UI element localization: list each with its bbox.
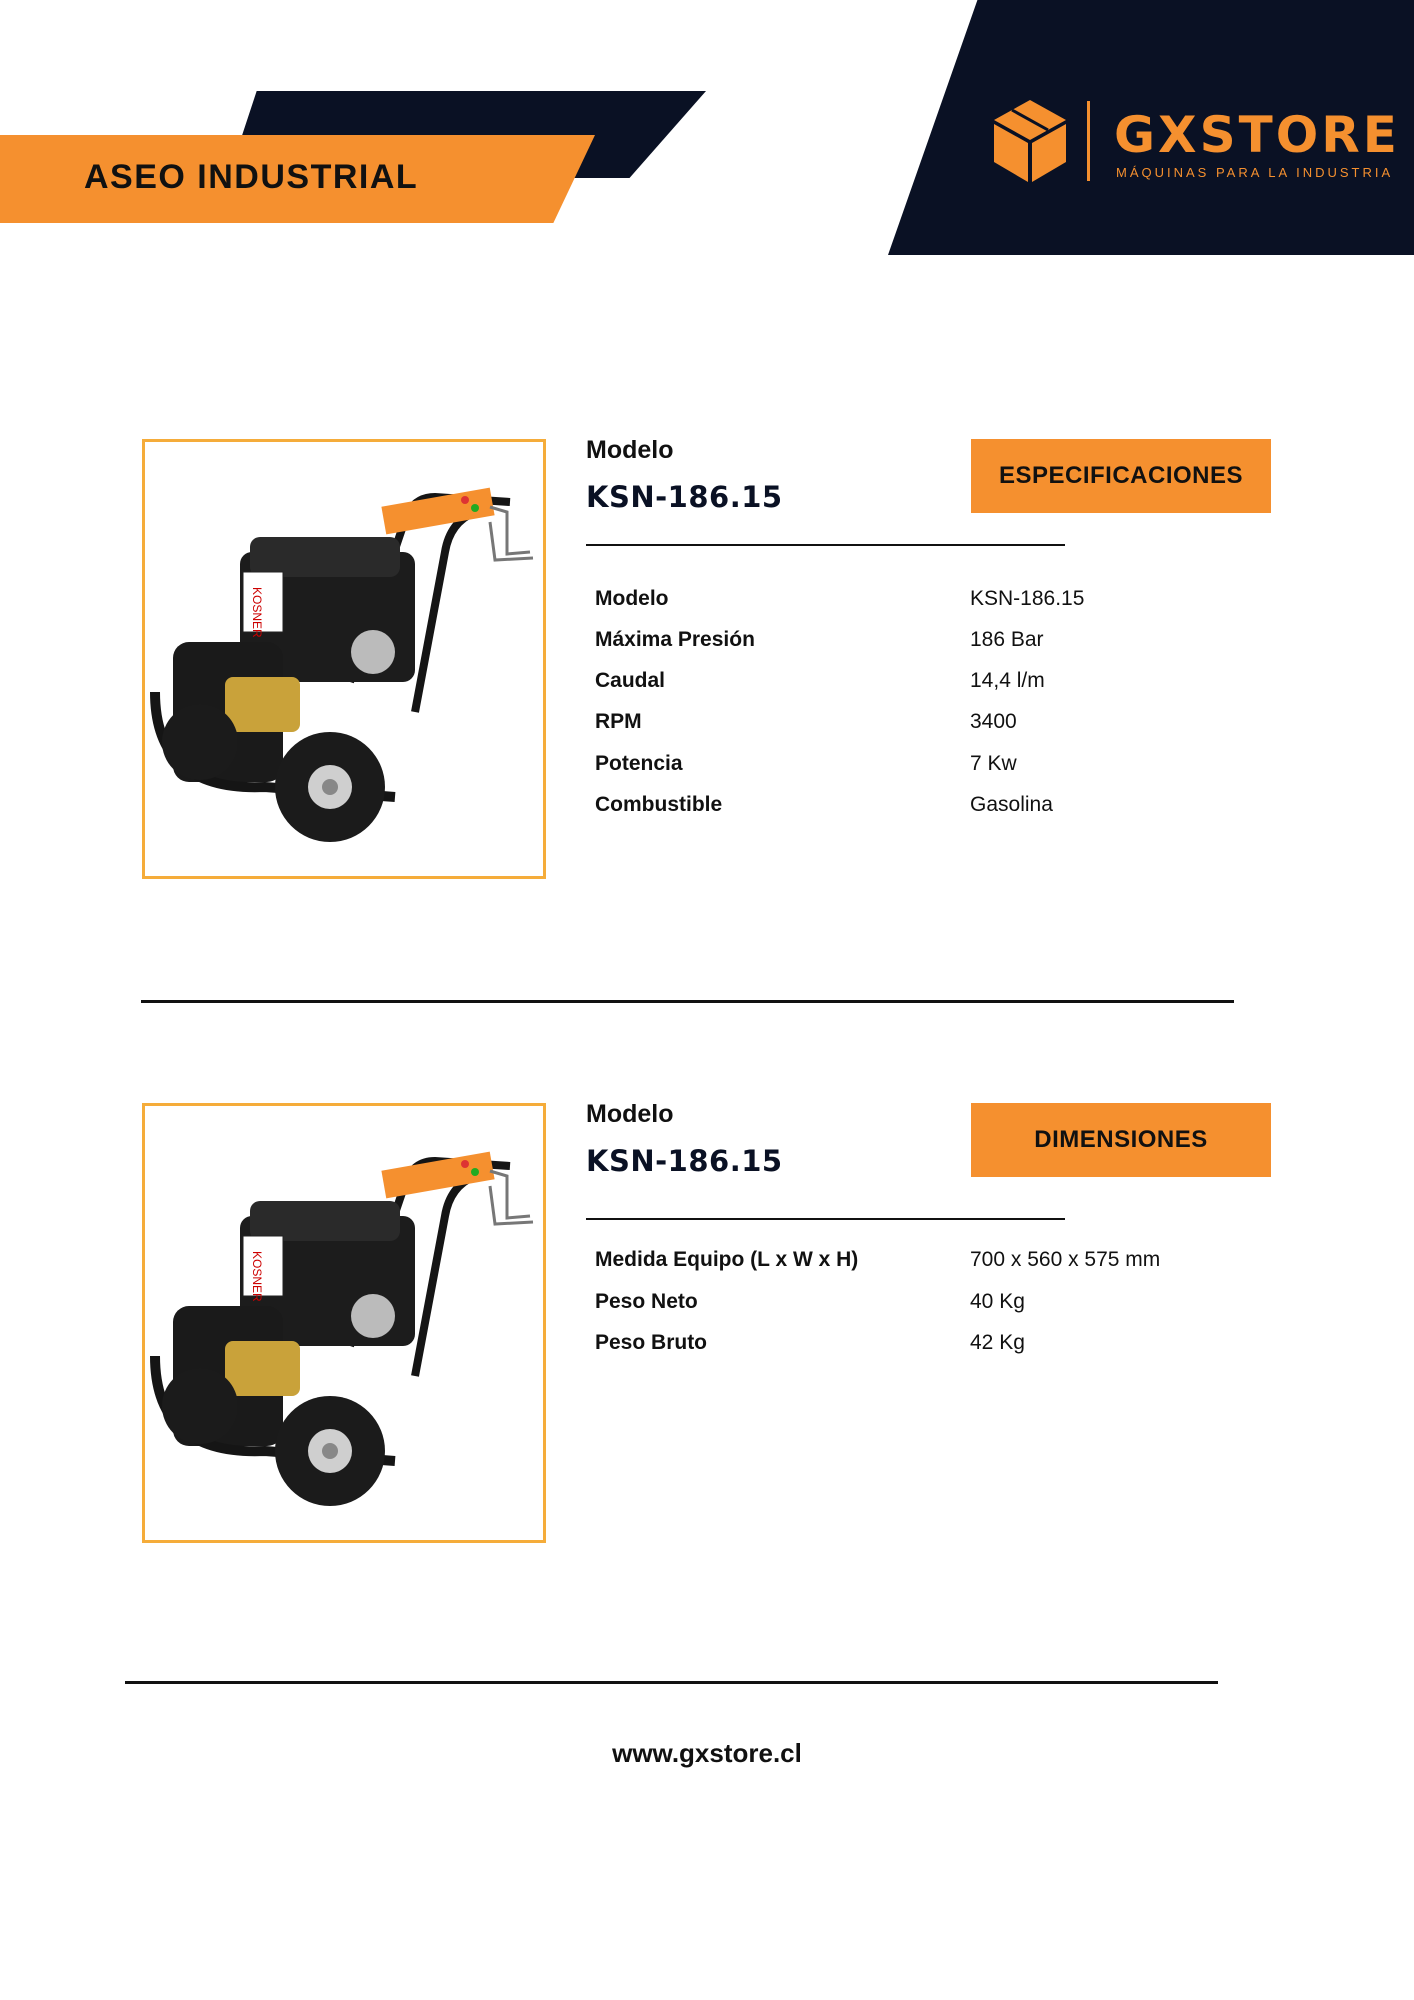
spec-key: Máxima Presión bbox=[595, 628, 755, 651]
pressure-washer-image bbox=[145, 442, 543, 876]
spec-value: 40 Kg bbox=[970, 1290, 1025, 1313]
spec-key: Potencia bbox=[595, 752, 683, 775]
spec-value: 42 Kg bbox=[970, 1331, 1025, 1354]
footer-website-link[interactable]: www.gxstore.cl bbox=[612, 1738, 802, 1768]
product-image-frame bbox=[142, 439, 546, 879]
product-image-frame bbox=[142, 1103, 546, 1543]
spec-value: KSN-186.15 bbox=[970, 587, 1085, 610]
model-label: Modelo bbox=[586, 436, 674, 464]
category-title: ASEO INDUSTRIAL bbox=[84, 158, 419, 196]
cube-icon bbox=[990, 96, 1070, 184]
section-divider bbox=[125, 1681, 1218, 1684]
spec-value: Gasolina bbox=[970, 793, 1053, 816]
divider bbox=[586, 1218, 1065, 1220]
divider bbox=[586, 544, 1065, 546]
spec-key: Peso Bruto bbox=[595, 1331, 708, 1354]
spec-value: 3400 bbox=[970, 710, 1017, 733]
logo-tagline: MÁQUINAS PARA LA INDUSTRIA bbox=[1116, 165, 1394, 180]
logo-wordmark: GXSTORE bbox=[1114, 106, 1400, 164]
spec-value: 14,4 l/m bbox=[970, 669, 1045, 692]
spec-key: Medida Equipo (L x W x H) bbox=[595, 1248, 859, 1271]
section-divider bbox=[141, 1000, 1234, 1003]
spec-key: Modelo bbox=[595, 587, 669, 610]
spec-key: RPM bbox=[595, 710, 642, 733]
spec-key: Caudal bbox=[595, 669, 666, 692]
spec-key: Peso Neto bbox=[595, 1290, 698, 1313]
section-badge: ESPECIFICACIONES bbox=[971, 439, 1271, 513]
svg-text:KOSNER: KOSNER bbox=[250, 587, 264, 638]
logo-divider bbox=[1087, 101, 1090, 181]
model-label: Modelo bbox=[586, 1100, 674, 1128]
spec-value: 7 Kw bbox=[970, 752, 1017, 775]
section-badge: DIMENSIONES bbox=[971, 1103, 1271, 1177]
model-code: KSN-186.15 bbox=[586, 480, 783, 514]
spec-key: Combustible bbox=[595, 793, 723, 816]
model-code: KSN-186.15 bbox=[586, 1144, 783, 1178]
spec-value: 700 x 560 x 575 mm bbox=[970, 1248, 1161, 1271]
pressure-washer-image bbox=[145, 1106, 543, 1540]
svg-text:KOSNER: KOSNER bbox=[250, 1251, 264, 1302]
spec-value: 186 Bar bbox=[970, 628, 1044, 651]
